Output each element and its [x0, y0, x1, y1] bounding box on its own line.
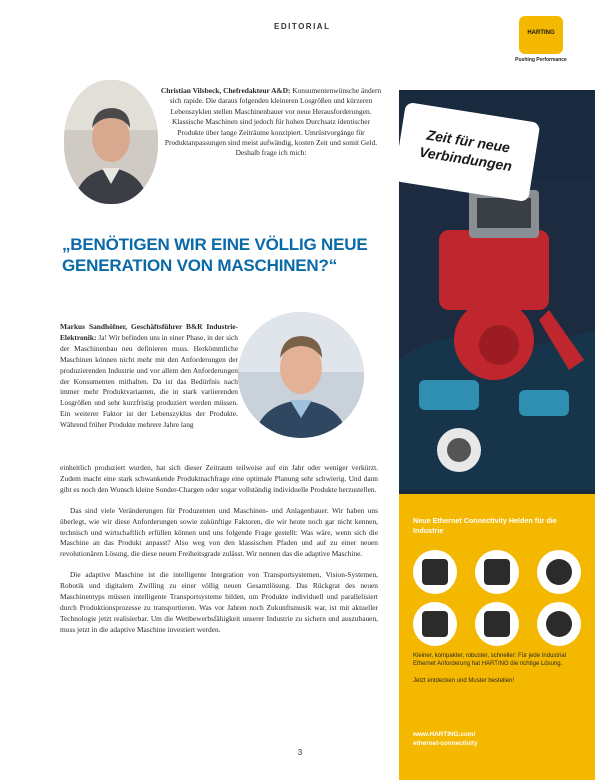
connector-icon	[475, 550, 519, 594]
ad-url[interactable]	[413, 730, 583, 749]
ad-info-panel	[399, 494, 595, 780]
robot-illustration	[399, 180, 595, 490]
intro-text: Konsumentenwünsche ändern sich rapide. Die daraus folgenden kleineren Losgrößen und kürzeren Lebenszyklen stellen Maschinenbauer vor neue Herausforderungen. Klassische Maschinen sind jedoch für hohen Durchsatz identischer Produkte über lange Zeiträume konzipiert. Umrüstvorgänge für Produktanpassungen sind meist aufwändig, kosten Zeit und somit Geld. Deshalb frage ich mich:	[164, 86, 382, 158]
speech-bubble-text: Zeit für neue Verbindungen	[418, 126, 514, 175]
connector-icon	[537, 550, 581, 594]
answer-text: Ja! Wir befinden uns in einer Phase, in der sich der Maschinenbau neu definieren muss. Herkömmliche Maschinen können nicht mehr mit den Anforderungen der produzierenden Industrie und vor allem den Anforderungen der Konsumenten mithalten. Da ist das Bedürfnis nach immer mehr Produktvarianten, die in stark variierenden Losgrößen und sehr kurzfristig produziert werden müssen. Ein weiterer Faktor ist der Lebenszyklus der Produkte. Während früher Produkte mehrere Jahre lang	[60, 332, 238, 430]
section-label: EDITORIAL	[274, 22, 331, 31]
answer-speaker: Markus Sandhöfner, Geschäftsführer B&R Industrie-Elektronik:	[60, 322, 238, 342]
page-number-value: 3	[297, 748, 303, 757]
panel-title: Neue Ethernet Connectivity Helden für die Industrie	[413, 516, 557, 535]
ad-url-line-1[interactable]: www.HARTING.com/	[413, 731, 476, 738]
body-paragraph-1: einheitlich produziert wurden, hat sich dieser Zeitraum teilweise auf ein Jahr oder weniger verkürzt. Zudem macht eine stark schwankende Produktnachfrage eine optimale Planung sehr schwierig. Und dann gibt es noch den Wunsch kleine Sonder-Chargen oder sogar vollständig individuelle Produkte herzustellen.	[60, 463, 378, 494]
connector-icon	[537, 602, 581, 646]
panel-body	[413, 652, 583, 693]
body-paragraph-2: Das sind viele Veränderungen für Produzenten und Maschinen- und Anlagenbauer. Wir haben uns überlegt, wie wir diese Anforderungen sowie zukünftige Faktoren, die wir heute noch gar nicht kennen, technisch und wirtschaftlich erfüllen können und uns folgende Frage gestellt: Was wäre, wenn sich die Maschine an das Produkt anpasst? Also weg von den klassischen Pfaden und auf zu einer neuen revolutionären Lösung, die diese neuen Freiheitsgrade zulässt. Wir nennen das die adaptive Maschine.	[60, 505, 378, 559]
logo-mark	[519, 16, 563, 54]
harting-logo	[511, 16, 571, 63]
logo-brand: HARTING	[527, 30, 555, 36]
panel-body-1: Kleiner, kompakter, robuster, schneller: Für jede Industrial Ethernet Anforderung hat HARTING die richtige Lösung.	[413, 653, 567, 668]
logo-tagline: Pushing Performance	[515, 57, 567, 63]
body-paragraph-3: Die adaptive Maschine ist die intelligente Integration von Transportsystemen, Vision-Systemen, Robotik und digitalem Zwilling zu einer völlig neuen Gesamtlösung. Das Rückgrat des neuen Maschinentyps müssen intelligente Transportsysteme bilden, um Produkte individuell und parallelisiert durch Produktionsprozesse zu transportieren. Was vor Jahren noch Zukunftsmusik war, ist mit aktueller Technologie jetzt realisierbar. Um die Wettbewerbsfähigkeit unserer Industrie zu sichern und auszubauen, muss jetzt in die adaptive Maschine investiert werden.	[60, 570, 378, 634]
intro-question	[160, 86, 382, 159]
panel-body-2: Jetzt entdecken und Muster bestellen!	[413, 677, 515, 684]
page-number	[280, 748, 320, 757]
portrait-christian-vilsbeck	[64, 80, 158, 204]
ad-url-line-2[interactable]: ethernet-connectivity	[413, 740, 478, 748]
headline: „BENÖTIGEN WIR EINE VÖLLIG NEUE GENERATION VON MASCHINEN?“	[62, 235, 368, 275]
portrait-markus-sandhoefner	[238, 312, 364, 438]
intro-speaker: Christian Vilsbeck, Chefredakteur A&D:	[160, 86, 291, 95]
connector-icon	[413, 602, 457, 646]
harting-advertisement[interactable]	[399, 0, 595, 780]
connector-icon	[413, 550, 457, 594]
answer-intro	[60, 322, 238, 431]
connector-icon	[475, 602, 519, 646]
article-body	[60, 463, 378, 646]
